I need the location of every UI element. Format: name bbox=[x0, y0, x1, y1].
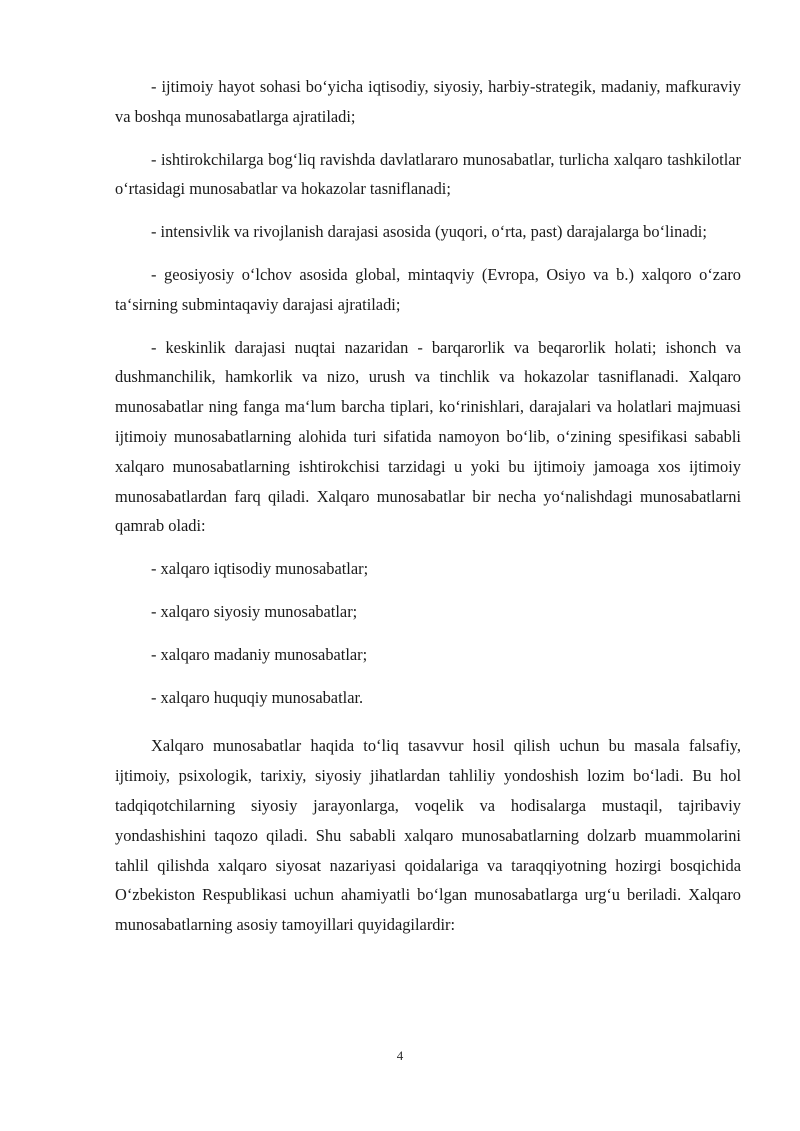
paragraph-participants: - ishtirokchilarga bog‘liq ravishda davlatlararo munosabatlar, turlicha xalqaro tashkilotlar o‘rtasidagi munosabatlar va hokazolar tasniflanadi; bbox=[115, 149, 741, 199]
paragraph-social-sphere: - ijtimoiy hayot sohasi bo‘yicha iqtisodiy, siyosiy, harbiy-strategik, madaniy, mafkuraviy va boshqa munosabatlarga ajratiladi; bbox=[115, 77, 741, 126]
paragraph-tension: - keskinlik darajasi nuqtai nazaridan - barqarorlik va beqarorlik holati; ishonch va dushmanchilik, hamkorlik va nizo, urush va tinchlik va hokazolar tasniflanadi. Xalqaro munosabatlar ning fanga ma‘lum barcha tiplari, ko‘rinishlari, darajalari va holatlari majmuasi ijtimoiy munosabatlarning alohida turi sifatida namoyon bo‘lib, o‘zining spesifikasi sababli xalqaro munosabatlarning ishtirokchisi tarzidagi u yoki bu ijtimoiy jamoaga xos ijtimoiy munosabatlardan farq qiladi. Xalqaro munosabatlar bir necha yo‘nalishdagi munosabatlarni qamrab oladi: bbox=[115, 337, 741, 536]
document-body bbox=[115, 72, 741, 940]
paragraph-analysis: Xalqaro munosabatlar haqida to‘liq tasavvur hosil qilish uchun bu masala falsafiy, ijtimoiy, psixologik, tarixiy, siyosiy jihatlardan tahliliy yondoshish lozim bo‘ladi. Bu hol tadqiqotchilarning siyosiy jarayonlarga, voqelik va hodisalarga mustaqil, tajribaviy yondashishini taqozo qiladi. Shu sababli xalqaro munosabatlarning dolzarb muammolarini tahlil qilishda xalqaro siyosat nazariyasi qoidalariga va taraqqiyotning hozirgi bosqichida O‘zbekiston Respublikasi uchun ahamiyatli bo‘lgan munosabatlarga urg‘u beriladi. Xalqaro munosabatlarning asosiy tamoyillari quyidagilardir: bbox=[115, 736, 741, 935]
list-item-legal: - xalqaro huquqiy munosabatlar. bbox=[151, 687, 364, 707]
list-item-economic: - xalqaro iqtisodiy munosabatlar; bbox=[151, 559, 369, 579]
paragraph-geopolitical: - geosiyosiy o‘lchov asosida global, mintaqviy (Evropa, Osiyo va b.) xalqoro o‘zaro ta‘sirning submintaqaviy darajasi ajratiladi; bbox=[115, 264, 741, 314]
page-number: 4 bbox=[396, 1048, 404, 1063]
list-item-political: - xalqaro siyosiy munosabatlar; bbox=[151, 601, 358, 621]
list-item-cultural: - xalqaro madaniy munosabatlar; bbox=[151, 644, 368, 664]
paragraph-intensity: - intensivlik va rivojlanish darajasi asosida (yuqori, o‘rta, past) darajalarga bo‘linadi; bbox=[151, 222, 707, 242]
